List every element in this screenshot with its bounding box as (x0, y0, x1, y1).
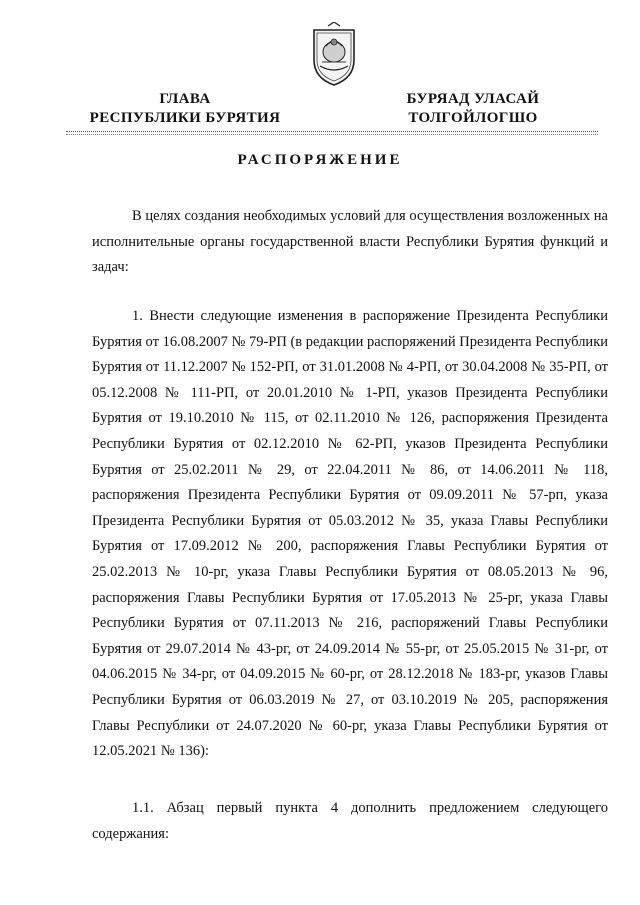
paragraph-item-1-1: 1.1. Абзац первый пункта 4 дополнить предложением следующего содержания: (92, 800, 608, 842)
paragraph-item-1: 1. Внести следующие изменения в распоряжение Президента Республики Бурятия от 16.08.2007 № 79-РП (в редакции распоряжений Президента Республики Бурятия от 11.12.2007 № 152-РП, от 31.01.2008 № 4-РП, от 30.04.2008 № 35-РП, от 05.12.2008 № 111-РП, от 20.01.2010 № 1-РП, указов Президента Республики Бурятия от 19.10.2010 № 115, от 02.11.2010 № 126, распоряжения Президента Республики Бурятия от 02.12.2010 № 62-РП, указов Президента Республики Бурятия от 25.02.2011 № 29, от 22.04.2011 № 86, от 14.06.2011 № 118, распоряжения Президента Республики Бурятия от 09.09.2011 № 57-рп, указа Президента Республики Бурятия от 05.03.2012 № 35, указа Главы Республики Бурятия от 17.09.2012 № 200, распоряжения Главы Республики Бурятия от 25.02.2013 № 10-рг, указа Главы Республики Бурятия от 08.05.2013 № 96, распоряжения Главы Республики Бурятия от 17.05.2013 № 25-рг, указа Главы Республики Бурятия от 07.11.2013 № 216, распоряжений Главы Республики Бурятия от 29.07.2014 № 43-рг, от 24.09.2014 № 55-рг, от 25.05.2015 № 31-рг, от 04.06.2015 № 34-рг, от 04.09.2015 № 60-рг, от 28.12.2018 № 183-рг, указов Главы Республики Бурятия от 06.03.2019 № 27, от 03.10.2019 № 205, распоряжения Главы Республики от 24.07.2020 № 60-рг, указа Главы Республики Бурятия от 12.05.2021 № 136): (92, 308, 608, 760)
header-divider-secondary (66, 134, 598, 135)
header-left-line1: ГЛАВА (159, 91, 211, 107)
header-right-line1: БУРЯАД УЛАСАЙ (406, 91, 540, 107)
header-right (388, 90, 558, 128)
coat-of-arms-icon (306, 22, 362, 88)
header-left (80, 90, 290, 128)
document-title: РАСПОРЯЖЕНИЕ (237, 152, 403, 168)
header-left-line2: РЕСПУБЛИКИ БУРЯТИЯ (89, 110, 281, 126)
header-divider (66, 131, 598, 132)
header-right-line2: ТОЛГОЙЛОГШО (408, 110, 538, 126)
paragraph-intro: В целях создания необходимых условий для осуществления возложенных на исполнительные органы государственной власти Республики Бурятия функций и задач: (92, 208, 608, 276)
